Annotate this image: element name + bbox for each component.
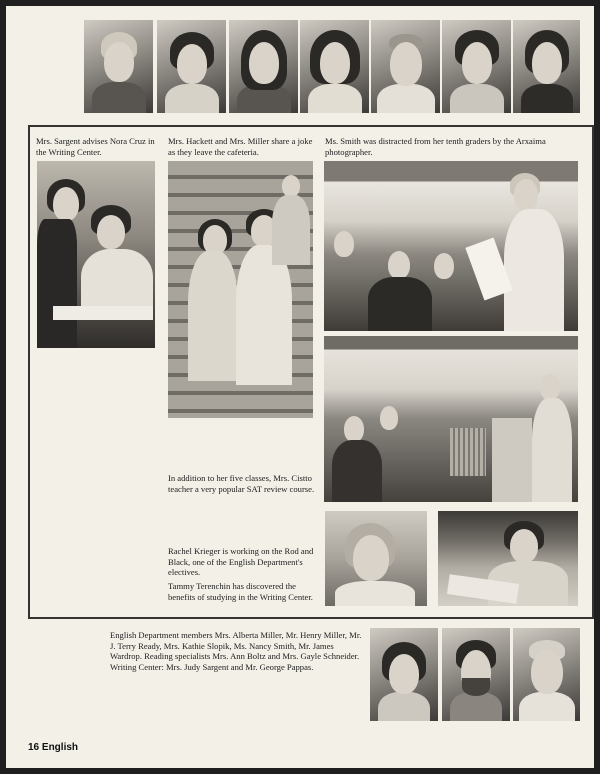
caption-department: English Department members Mrs. Alberta Miller, Mr. Henry Miller, Mr. J. Terry Ready, Mrs. Kathie Slopik, Ms. Nancy Smith, Mr. James Wardrop. Reading specialists Mrs. Ann Boltz and Mrs. Gayle Schneider. Writing Center: Mrs. Judy Sargent and Mr. George Pappas. [110,630,362,672]
caption-cistto: In addition to her five classes, Mrs. Cistto teacher a very popular SAT review course. [168,473,315,494]
caption-smith: Ms. Smith was distracted from her tenth graders by the Arxaima photographer. [325,136,546,157]
page-folio: 16 English [28,742,79,753]
photo-hackett-miller [168,161,313,418]
photo-terenchin [438,511,578,606]
portrait-bottom-3 [513,628,580,721]
caption-krieger: Rachel Krieger is working on the Rod and Black, one of the English Department's electives. [168,546,314,578]
photo-sargent-cruz [37,161,155,348]
portrait-bottom-2 [442,628,510,721]
photo-smith-classroom [324,161,578,331]
portrait-6 [442,20,511,113]
caption-terenchin: Tammy Terenchin has discovered the benefits of studying in the Writing Center. [168,581,313,602]
portrait-2 [157,20,226,113]
portrait-3 [229,20,298,113]
portrait-7 [513,20,580,113]
caption-sargent: Mrs. Sargent advises Nora Cruz in the Writing Center. [36,136,155,157]
portrait-5 [371,20,440,113]
portrait-1 [84,20,153,113]
portrait-bottom-1 [370,628,438,721]
caption-hackett-miller: Mrs. Hackett and Mrs. Miller share a joke as they leave the cafeteria. [168,136,313,157]
photo-krieger [325,511,427,606]
photo-cistto-classroom [324,336,578,502]
portrait-4 [300,20,369,113]
yearbook-page [6,6,594,768]
